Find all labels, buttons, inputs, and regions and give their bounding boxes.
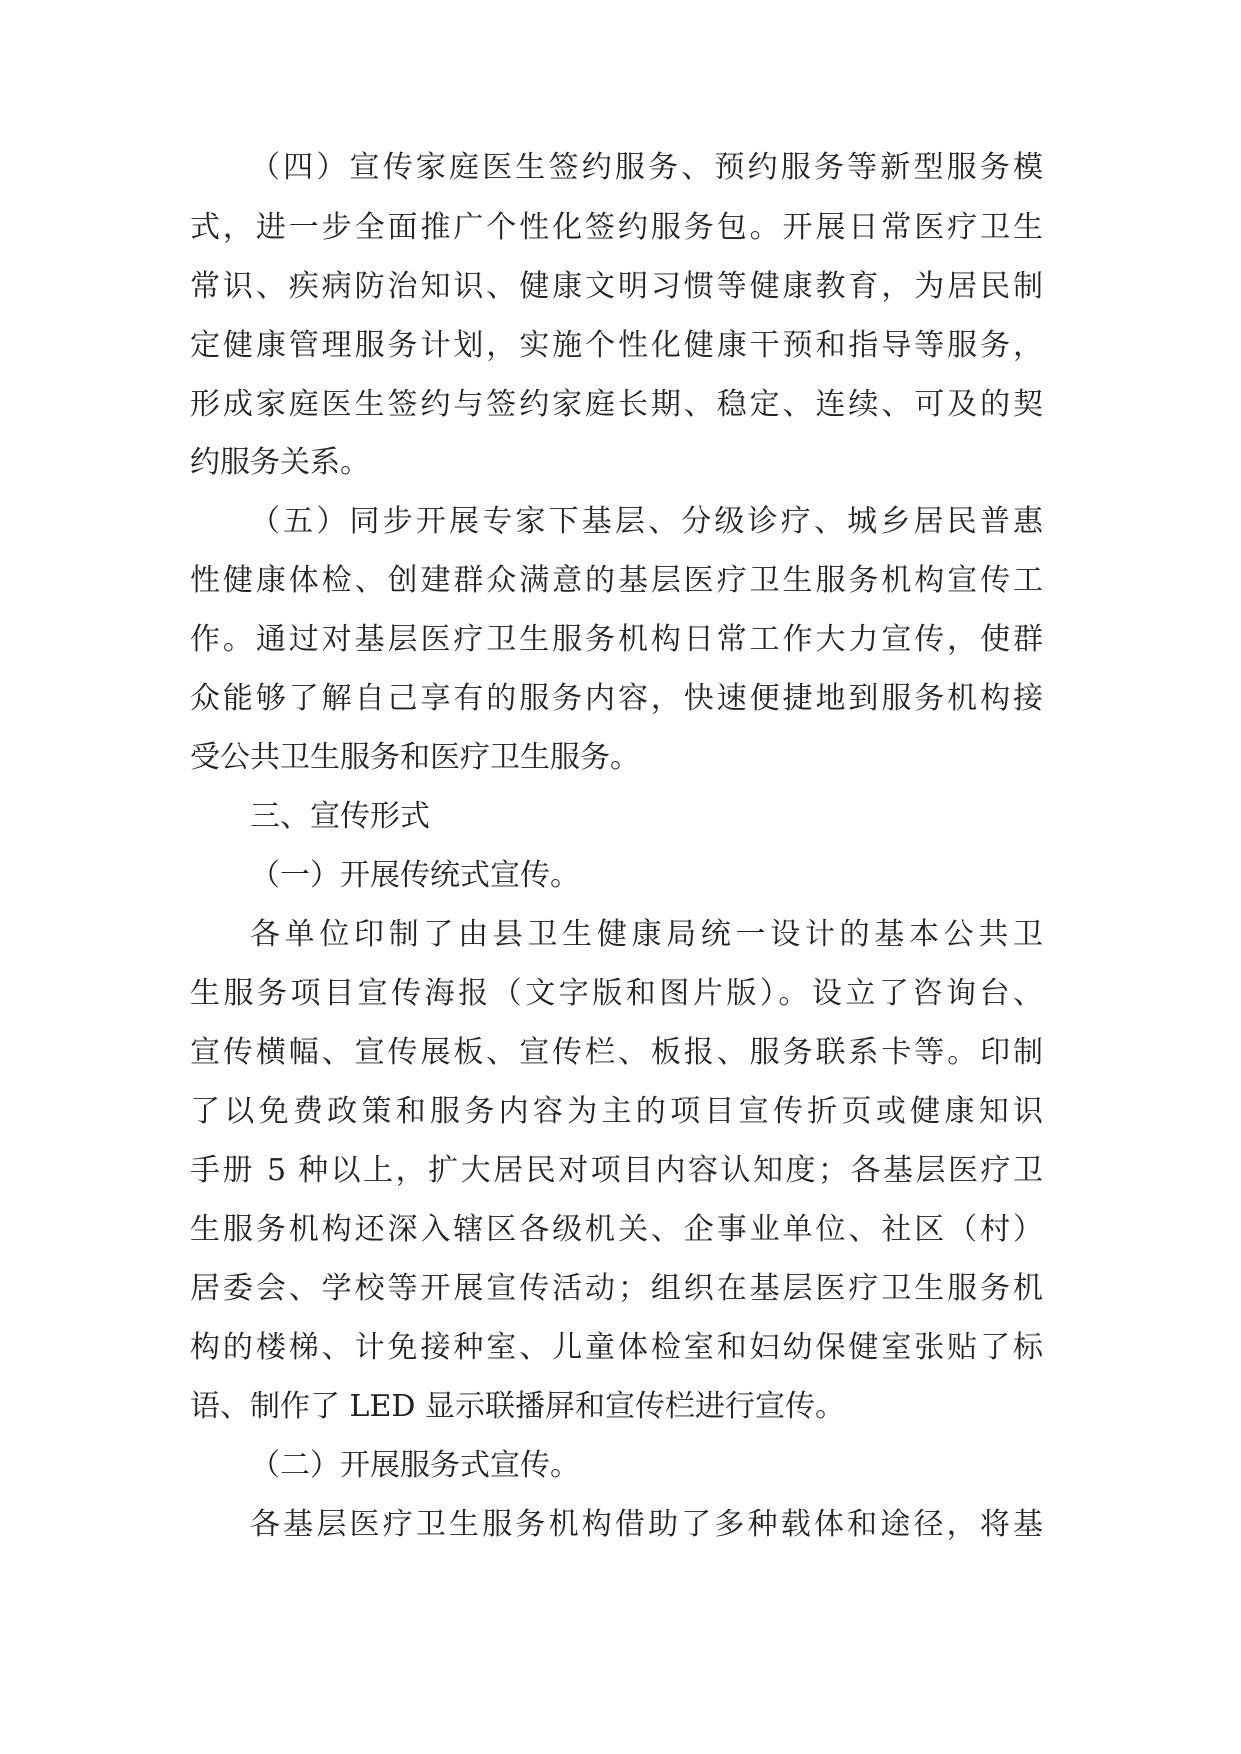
paragraph-6-line-9: 语、制作了 LED 显示联播屏和宣传栏进行宣传。 (190, 1389, 845, 1424)
paragraph-5-line-3: 作。通过对基层医疗卫生服务机构日常工作大力宣传，使群 (190, 622, 1043, 657)
paragraph-4-line-6: 约服务关系。 (190, 445, 370, 480)
paragraph-4-line-1: （四）宣传家庭医生签约服务、预约服务等新型服务模 (250, 150, 1043, 185)
paragraph-4-line-2: 式，进一步全面推广个性化签约服务包。开展日常医疗卫生 (190, 210, 1043, 245)
subheading-1: （一）开展传统式宣传。 (250, 858, 580, 893)
paragraph-6-line-5: 手册 5 种以上，扩大居民对项目内容认知度；各基层医疗卫 (190, 1153, 1043, 1188)
paragraph-6-line-8: 构的楼梯、计免接种室、儿童体检室和妇幼保健室张贴了标 (190, 1330, 1043, 1365)
paragraph-7-line-1: 各基层医疗卫生服务机构借助了多种载体和途径，将基 (250, 1507, 1043, 1542)
paragraph-6-line-4: 了以免费政策和服务内容为主的项目宣传折页或健康知识 (190, 1094, 1043, 1129)
paragraph-5-line-4: 众能够了解自己享有的服务内容，快速便捷地到服务机构接 (190, 681, 1043, 716)
paragraph-6-line-7: 居委会、学校等开展宣传活动；组织在基层医疗卫生服务机 (190, 1271, 1043, 1306)
paragraph-4-line-4: 定健康管理服务计划，实施个性化健康干预和指导等服务， (190, 328, 1043, 363)
paragraph-4-line-3: 常识、疾病防治知识、健康文明习惯等健康教育，为居民制 (190, 269, 1043, 304)
paragraph-6-line-2: 生服务项目宣传海报（文字版和图片版）。设立了咨询台、 (190, 976, 1043, 1011)
paragraph-5-line-2: 性健康体检、创建群众满意的基层医疗卫生服务机构宣传工 (190, 563, 1043, 598)
section-heading: 三、宣传形式 (250, 799, 430, 834)
paragraph-4-line-5: 形成家庭医生签约与签约家庭长期、稳定、连续、可及的契 (190, 387, 1043, 422)
paragraph-6-line-3: 宣传横幅、宣传展板、宣传栏、板报、服务联系卡等。印制 (190, 1035, 1043, 1070)
paragraph-6-line-1: 各单位印制了由县卫生健康局统一设计的基本公共卫 (250, 917, 1043, 952)
paragraph-6-line-6: 生服务机构还深入辖区各级机关、企事业单位、社区（村） (190, 1212, 1043, 1247)
paragraph-5-line-5: 受公共卫生服务和医疗卫生服务。 (190, 740, 640, 775)
paragraph-5-line-1: （五）同步开展专家下基层、分级诊疗、城乡居民普惠 (250, 504, 1043, 539)
subheading-2: （二）开展服务式宣传。 (250, 1448, 580, 1483)
